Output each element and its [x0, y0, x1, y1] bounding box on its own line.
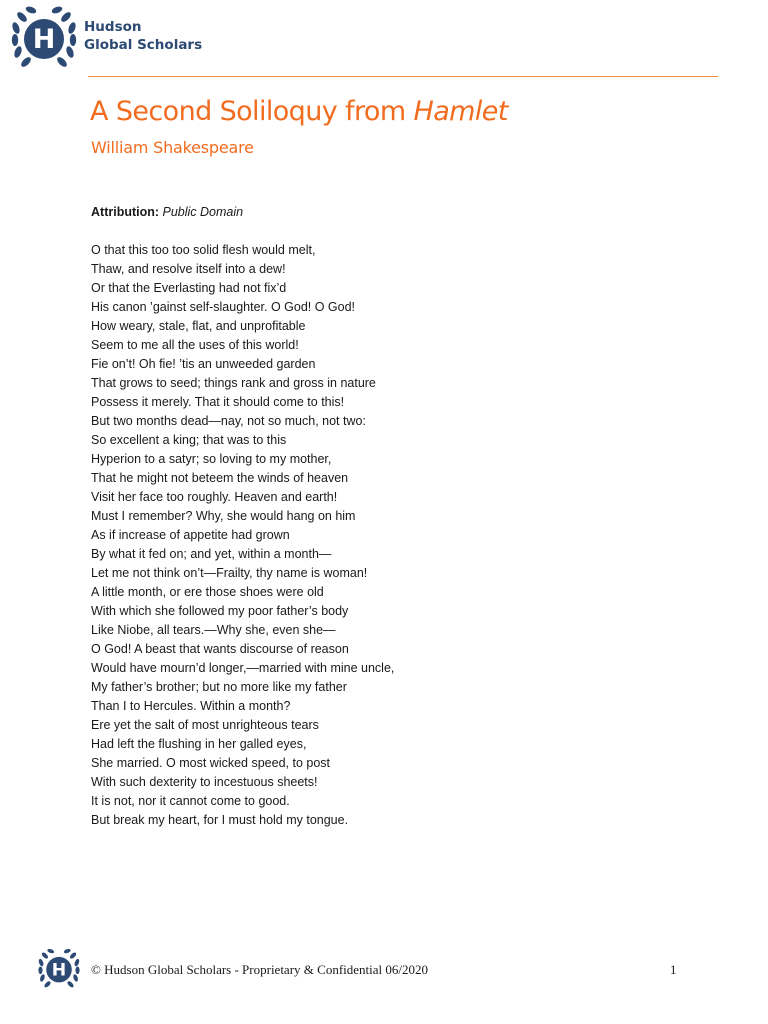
poem-line: Thaw, and resolve itself into a dew! — [91, 262, 286, 276]
title-prefix: A Second Soliloquy from — [90, 96, 414, 127]
poem-line: Or that the Everlasting had not fix’d — [91, 281, 287, 295]
brand-line-1: Hudson — [84, 19, 142, 35]
attribution-value: Public Domain — [162, 205, 244, 219]
poem-line: Must I remember? Why, she would hang on him — [91, 509, 356, 523]
poem-line: So excellent a king; that was to this — [91, 433, 287, 447]
footer-logo-letter: H — [51, 960, 67, 981]
logo-letter: H — [32, 24, 56, 55]
header-logo-icon — [8, 2, 80, 74]
poem-line: That grows to seed; things rank and gross in nature — [91, 376, 376, 390]
poem-line: O God! A beast that wants discourse of reason — [91, 642, 349, 656]
title-work: Hamlet — [413, 96, 508, 127]
poem-line: As if increase of appetite had grown — [91, 528, 290, 542]
author-name: William Shakespeare — [91, 138, 254, 157]
poem-line: Let me not think on’t—Frailty, thy name is woman! — [91, 566, 368, 580]
poem-line: Would have mourn’d longer,—married with mine uncle, — [91, 661, 395, 675]
attribution-label: Attribution: — [91, 205, 160, 219]
poem-line: Ere yet the salt of most unrighteous tears — [91, 718, 319, 732]
poem-line: Hyperion to a satyr; so loving to my mother, — [91, 452, 332, 466]
poem-line: Fie on’t! Oh fie! ’tis an unweeded garden — [91, 357, 316, 371]
poem-line: Had left the flushing in her galled eyes, — [91, 737, 307, 751]
page-title — [90, 96, 508, 127]
poem-line: His canon ’gainst self-slaughter. O God! O God! — [91, 300, 356, 314]
poem-line: That he might not beteem the winds of heaven — [91, 471, 349, 485]
header-divider — [88, 76, 718, 77]
poem-line: Like Niobe, all tears.—Why she, even she— — [91, 623, 336, 637]
poem-line: With such dexterity to incestuous sheets! — [91, 775, 318, 789]
attribution — [91, 205, 243, 219]
poem-line: By what it fed on; and yet, within a month— — [91, 547, 332, 561]
poem-line: But break my heart, for I must hold my tongue. — [91, 813, 349, 827]
footer-copyright: © Hudson Global Scholars - Proprietary & Confidential 06/2020 — [91, 962, 428, 977]
brand-name — [84, 18, 202, 54]
poem-line: She married. O most wicked speed, to post — [91, 756, 330, 770]
poem-text — [91, 241, 394, 830]
brand-line-2: Global Scholars — [84, 37, 203, 53]
poem-line: It is not, nor it cannot come to good. — [91, 794, 290, 808]
footer-logo-icon — [36, 946, 82, 992]
poem-line: With which she followed my poor father’s body — [91, 604, 349, 618]
page-number: 1 — [670, 962, 677, 977]
poem-line: A little month, or ere those shoes were old — [91, 585, 324, 599]
poem-line: O that this too too solid flesh would melt, — [91, 243, 316, 257]
poem-line: My father’s brother; but no more like my father — [91, 680, 347, 694]
poem-line: Than I to Hercules. Within a month? — [91, 699, 291, 713]
poem-line: How weary, stale, flat, and unprofitable — [91, 319, 306, 333]
poem-line: Possess it merely. That it should come to this! — [91, 395, 345, 409]
poem-line: Seem to me all the uses of this world! — [91, 338, 299, 352]
poem-line: Visit her face too roughly. Heaven and earth! — [91, 490, 338, 504]
poem-line: But two months dead—nay, not so much, not two: — [91, 414, 366, 428]
